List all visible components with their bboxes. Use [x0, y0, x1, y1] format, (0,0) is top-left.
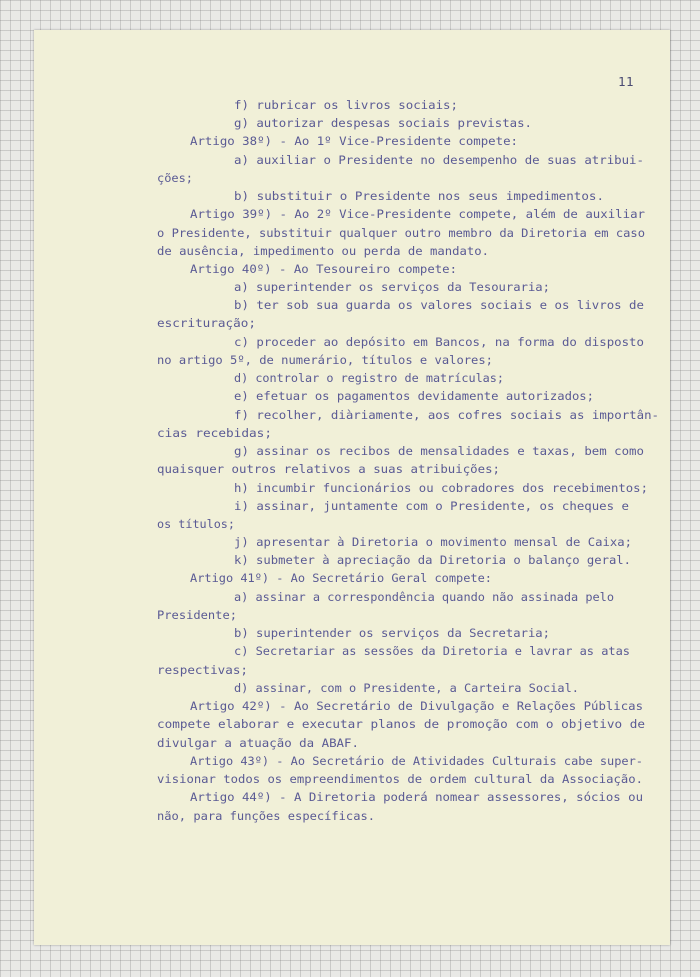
text-line: os títulos;: [157, 517, 235, 531]
text-line: a) assinar a correspondência quando não assinada pelo: [234, 590, 615, 604]
text-line: no artigo 5º, de numerário, títulos e valores;: [157, 353, 493, 367]
text-line: compete elaborar e executar planos de promoção com o objetivo de: [157, 717, 645, 731]
text-line: quaisquer outros relativos a suas atribuições;: [157, 462, 500, 476]
text-line: f) rubricar os livros sociais;: [234, 98, 459, 112]
text-line: não, para funções específicas.: [157, 809, 376, 823]
text-line: d) assinar, com o Presidente, a Carteira Social.: [234, 681, 580, 695]
text-line: b) superintender os serviços da Secretaria;: [234, 626, 550, 640]
text-line: Artigo 39º) - Ao 2º Vice-Presidente compete, além de auxiliar: [190, 207, 645, 221]
text-line: h) incumbir funcionários ou cobradores dos recebimentos;: [234, 481, 648, 495]
text-line: Artigo 38º) - Ao 1º Vice-Presidente compete:: [190, 134, 519, 148]
text-line: visionar todos os empreendimentos de ordem cultural da Associação.: [157, 772, 643, 786]
text-line: a) auxiliar o Presidente no desempenho de suas atribui-: [234, 153, 644, 167]
text-line: de ausência, impedimento ou perda de mandato.: [157, 244, 490, 258]
text-line: g) assinar os recibos de mensalidades e taxas, bem como: [234, 444, 644, 458]
text-line: respectivas;: [157, 663, 248, 677]
text-line: k) submeter à apreciação da Diretoria o balanço geral.: [234, 553, 632, 567]
text-line: j) apresentar à Diretoria o movimento mensal de Caixa;: [234, 535, 632, 549]
text-line: cias recebidas;: [157, 426, 273, 440]
text-line: e) efetuar os pagamentos devidamente autorizados;: [234, 389, 594, 403]
text-line: escrituração;: [157, 316, 256, 330]
text-line: o Presidente, substituir qualquer outro membro da Diretoria em caso: [157, 226, 646, 240]
text-line: i) assinar, juntamente com o Presidente, os cheques e: [234, 499, 629, 513]
text-line: c) Secretariar as sessões da Diretoria e lavrar as atas: [234, 644, 631, 658]
text-line: Presidente;: [157, 608, 238, 622]
text-line: b) substituir o Presidente nos seus impedimentos.: [234, 189, 605, 203]
text-line: Artigo 41º) - Ao Secretário Geral compete:: [190, 571, 492, 585]
text-line: a) superintender os serviços da Tesouraria;: [234, 280, 550, 294]
text-line: c) proceder ao depósito em Bancos, na forma do disposto: [234, 335, 644, 349]
page-number: 11: [618, 74, 635, 89]
text-line: b) ter sob sua guarda os valores sociais e os livros de: [234, 298, 644, 312]
text-line: Artigo 40º) - Ao Tesoureiro compete:: [190, 262, 457, 276]
text-line: Artigo 42º) - Ao Secretário de Divulgação e Relações Públicas: [190, 699, 644, 713]
text-line: Artigo 43º) - Ao Secretário de Atividades Culturais cabe super-: [190, 754, 643, 768]
text-line: Artigo 44º) - A Diretoria poderá nomear assessores, sócios ou: [190, 790, 644, 804]
text-line: ções;: [157, 171, 193, 185]
text-line: d) controlar o registro de matrículas;: [234, 371, 505, 385]
text-line: divulgar a atuação da ABAF.: [157, 736, 360, 750]
text-line: g) autorizar despesas sociais previstas.: [234, 116, 533, 130]
text-line: f) recolher, diàriamente, aos cofres sociais as importân-: [234, 408, 660, 422]
